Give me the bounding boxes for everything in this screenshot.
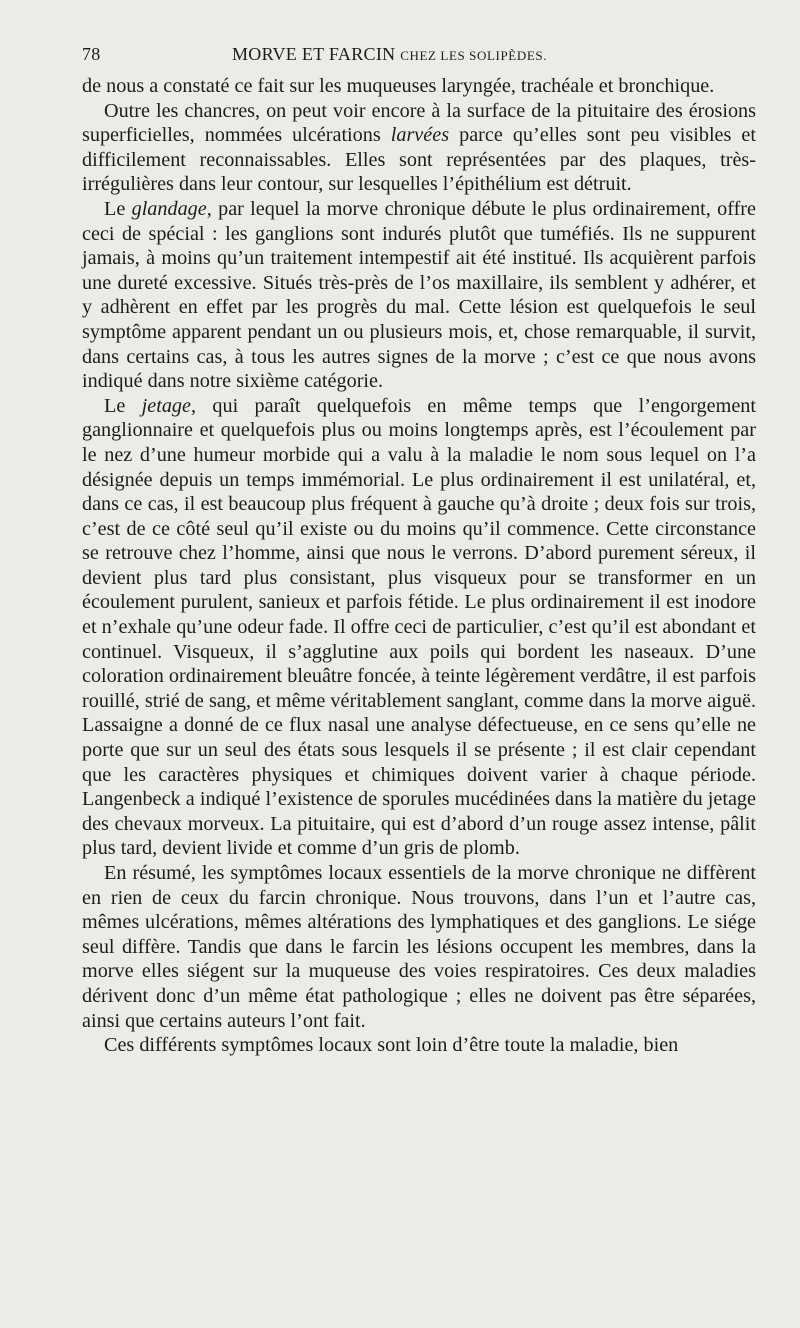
page-number: 78 [82, 44, 101, 64]
paragraph-ulcerations [82, 99, 756, 197]
running-title [232, 44, 547, 65]
paragraph-text-before: Le [104, 394, 142, 417]
running-title-small: CHEZ LES SOLIPÈDES. [400, 48, 548, 63]
paragraph-glandage [82, 197, 756, 394]
paragraph-resume [82, 861, 756, 1033]
body-text [82, 74, 756, 1058]
running-title-main: MORVE ET FARCIN [232, 44, 396, 64]
italic-term: larvées [390, 124, 450, 147]
paragraph-text-after: , par lequel la morve chronique débute le plus ordinairement, offre ceci de spécial : les ganglions sont indurés plutôt que tuméfiés. Ils ne suppurent jamais, à moins qu’un traitement intempestif ait été institué. Ils acquièrent parfois une dureté excessive. Situés très-près de l’os maxillaire, ils semblent y adhérer, et y adhèrent en effet par les progrès du mal. Cette lésion est quelquefois le seul symptôme apparent pendant un ou plusieurs mois, et, chose remarquable, il survit, dans certains cas, à tous les autres signes de la morve ; c’est ce que nous avons indiqué dans notre sixième catégorie. [82, 197, 756, 393]
paragraph-continuation [82, 74, 756, 99]
running-header [82, 44, 756, 74]
paragraph-text: En résumé, les symptômes locaux essentiels de la morve chronique ne diffèrent en rien de ceux du farcin chronique. Nous trouvons, dans l’un et l’autre cas, mêmes ulcérations, mêmes altérations des lymphatiques et des ganglions. Le siége seul diffère. Tandis que dans le farcin les lésions occupent les membres, dans la morve elles siégent sur la muqueuse des voies respiratoires. Ces deux maladies dérivent donc d’un même état pathologique ; elles ne doivent pas être séparées, ainsi que certains auteurs l’ont fait. [82, 862, 756, 1032]
paragraph-text-after: , qui paraît quelquefois en même temps que l’engorgement ganglionnaire et quelquefois plus ou moins longtemps après, est l’écoulement par le nez d’une humeur morbide qui a valu à la maladie le nom sous lequel on l’a désignée depuis un temps immémorial. Le plus ordinairement il est unilatéral, et, dans ce cas, il est beaucoup plus fréquent à gauche qu’à droite ; deux fois sur trois, c’est de ce côté seul qu’il existe ou du moins qu’il commence. Cette circonstance se retrouve chez l’homme, ainsi que nous le verrons. D’abord purement séreux, il devient plus tard plus consistant, plus visqueux pour se transformer en un écoulement purulent, sanieux et parfois fétide. Le plus ordinairement il est inodore et n’exhale qu’une odeur fade. Il offre ceci de particulier, c’est qu’il est abondant et continuel. Visqueux, il s’agglutine aux poils qui bordent les naseaux. D’une coloration ordinairement bleuâtre foncée, à teinte légèrement verdâtre, il est parfois rouillé, strié de sang, et même véritablement sanglant, comme dans la morve aiguë. Lassaigne a donné de ce flux nasal une analyse défectueuse, en ce sens qu’elle ne porte que sur un seul des états sous lesquels il se présente ; il est clair cependant que les caractères physiques et chimiques doivent varier à chaque période. Langenbeck a indiqué l’existence de sporules mucédinées dans la matière du jetage des chevaux morveux. La pituitaire, qui est d’abord d’un rouge assez intense, pâlit plus tard, devient livide et comme d’un gris de plomb. [82, 394, 756, 860]
paragraph-jetage [82, 394, 756, 861]
paragraph-text: Ces différents symptômes locaux sont loin d’être toute la maladie, bien [104, 1034, 679, 1057]
italic-term: jetage [141, 394, 191, 417]
paragraph-final [82, 1033, 756, 1058]
italic-term: glandage [131, 197, 207, 220]
paragraph-text: de nous a constaté ce fait sur les muqueuses laryngée, trachéale et bronchique. [82, 75, 715, 97]
paragraph-text-after: parce qu’elles sont peu visibles et difficilement reconnaissables. Elles sont représentées par des plaques, très-irrégulières dans leur contour, sur lesquelles l’épithélium est détruit. [82, 124, 756, 196]
paragraph-text-before: Outre les chancres, on peut voir encore à la surface de la pituitaire des érosions superficielles, nommées ulcérations [82, 99, 756, 147]
paragraph-text-before: Le [104, 197, 132, 220]
